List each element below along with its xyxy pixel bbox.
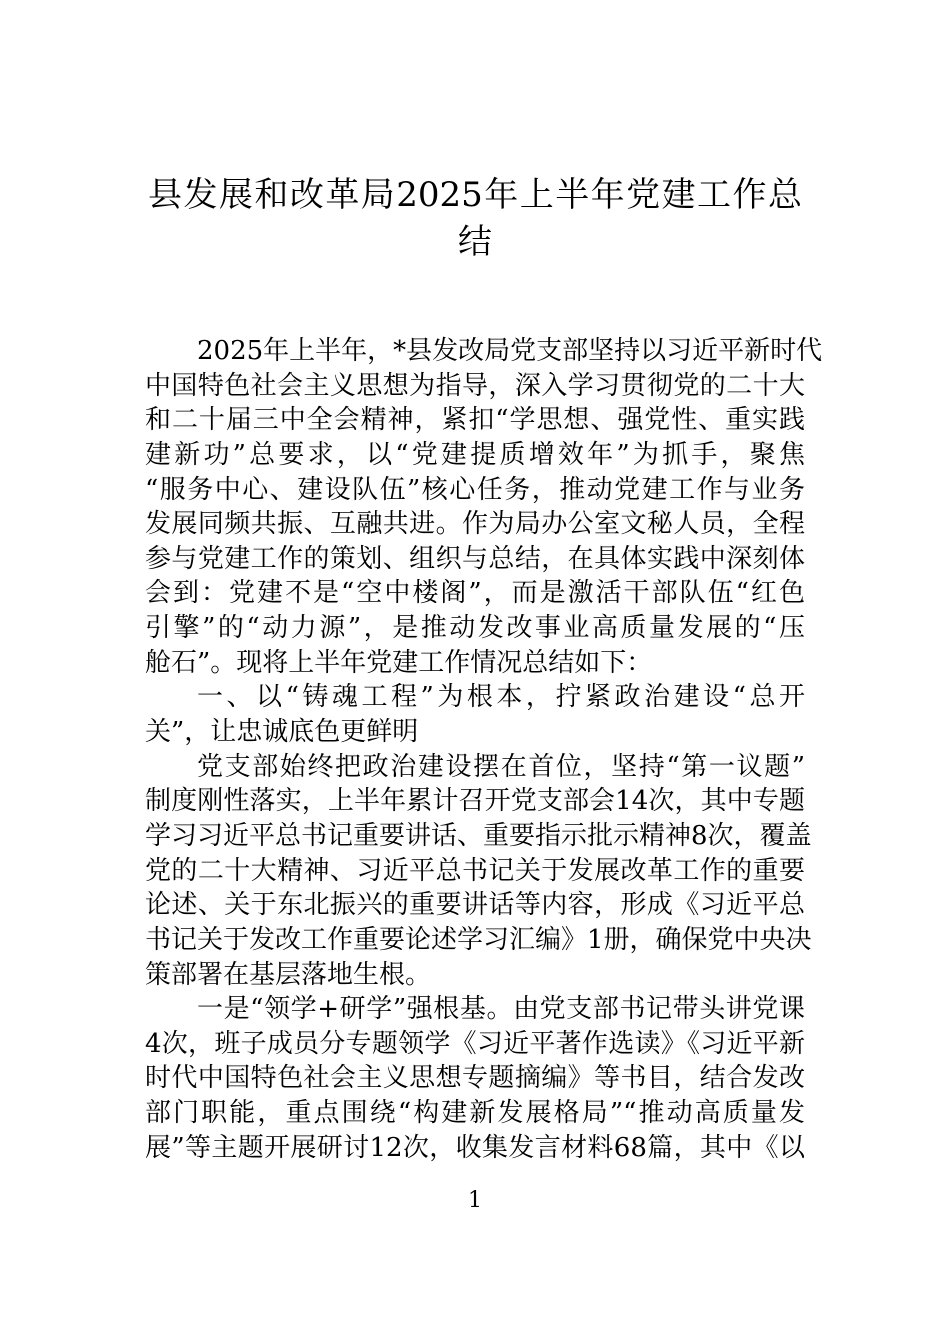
text-line: 关”，让忠诚底色更鲜明 — [145, 717, 419, 748]
text-line: 部门职能，重点围绕“构建新发展格局”“推动高质量发 — [145, 1098, 805, 1129]
document-body — [145, 334, 823, 1165]
text-line: 建新功”总要求，以“党建提质增效年”为抓手，聚焦 — [145, 439, 805, 470]
text-line: 发展同频共振、互融共进。作为局办公室文秘人员，全程 — [145, 509, 805, 540]
text-line: “服务中心、建设队伍”核心任务，推动党建工作与业务 — [145, 474, 805, 505]
text-line: 展”等主题开展研讨12次，收集发言材料68篇，其中《以 — [145, 1132, 805, 1163]
page-number: 1 — [468, 1188, 482, 1213]
section-heading — [145, 680, 805, 749]
text-line: 中国特色社会主义思想为指导，深入学习贯彻党的二十大 — [145, 370, 805, 401]
text-line: 和二十届三中全会精神，紧扣“学思想、强党性、重实践 — [145, 405, 805, 436]
text-line: 学习习近平总书记重要讲话、重要指示批示精神8次，覆盖 — [145, 820, 812, 851]
text-line: 4次，班子成员分专题领学《习近平著作选读》《习近平新 — [145, 1028, 805, 1059]
text-line: 一是“领学+研学”强根基。由党支部书记带头讲党课 — [197, 994, 805, 1025]
text-line: 论述、关于东北振兴的重要讲话等内容，形成《习近平总 — [145, 890, 805, 921]
text-line: 舱石”。现将上半年党建工作情况总结如下： — [145, 647, 653, 678]
text-line: 党的二十大精神、习近平总书记关于发展改革工作的重要 — [145, 855, 805, 886]
text-line: 书记关于发改工作重要论述学习汇编》1册，确保党中央决 — [145, 924, 812, 955]
text-line: 参与党建工作的策划、组织与总结，在具体实践中深刻体 — [145, 543, 805, 574]
document-title-line-1: 县发展和改革局2025年上半年党建工作总 — [148, 175, 802, 215]
paragraph — [145, 750, 812, 992]
document-title-line-2: 结 — [458, 222, 492, 262]
text-line: 时代中国特色社会主义思想专题摘编》等书目，结合发改 — [145, 1063, 805, 1094]
paragraph — [145, 992, 805, 1165]
text-line: 一、以“铸魂工程”为根本，拧紧政治建设“总开 — [197, 682, 805, 713]
text-line: 引擎”的“动力源”，是推动发改事业高质量发展的“压 — [145, 613, 805, 644]
text-line: 党支部始终把政治建设摆在首位，坚持“第一议题” — [197, 751, 805, 782]
text-line: 2025年上半年，*县发改局党支部坚持以习近平新时代 — [197, 336, 823, 366]
text-line: 策部署在基层落地生根。 — [145, 959, 432, 990]
paragraph — [145, 334, 823, 680]
text-line: 会到：党建不是“空中楼阁”，而是激活干部队伍“红色 — [145, 578, 805, 609]
text-line: 制度刚性落实，上半年累计召开党支部会14次，其中专题 — [145, 786, 805, 817]
